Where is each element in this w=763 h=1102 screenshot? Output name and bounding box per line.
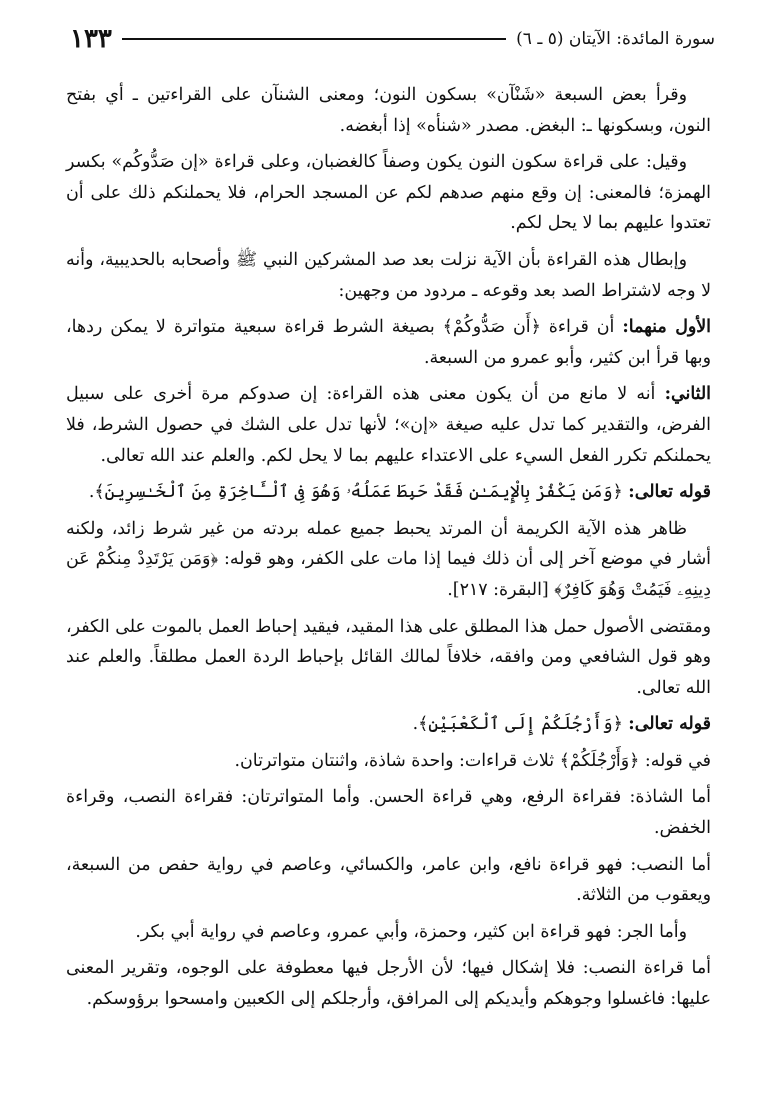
paragraph: أما النصب: فهو قراءة نافع، وابن عامر، والكسائي، وعاصم في رواية حفص من السبعة، ويعقوب من الثلاثة. <box>66 854 711 906</box>
verse-heading: قوله تعالى: ﴿وَأَرْجُلَكُمْ إِلَى ٱلْكَعْبَيْنِ﴾. <box>412 714 711 735</box>
paragraph: وقيل: على قراءة سكون النون يكون وصفاً كالغضبان، وعلى قراءة «إن صَدُّوكُم» بكسر الهمزة؛ فالمعنى: إن وقع منهم صدهم لكم عن المسجد الحرام، فلا يحملنكم ذلك على أن تعتدوا عليهم بما لا يحل لكم. <box>66 152 711 234</box>
paragraph: في قوله: ﴿وَأَرْجُلَكُمْ﴾ ثلاث قراءات: واحدة شاذة، واثنتان متواترتان. <box>234 750 711 771</box>
paragraph: وقرأ بعض السبعة «شَنْآن» بسكون النون؛ ومعنى الشنآن على القراءتين ـ أي بفتح النون، وبسكونها ـ: البغض. مصدر «شنأه» إذا أبغضه. <box>66 85 711 136</box>
verse-lead: قوله تعالى: <box>628 482 711 503</box>
paragraph-lead: الثاني: <box>664 384 711 405</box>
paragraph: أما الشاذة: فقراءة الرفع، وهي قراءة الحسن. وأما المتواترتان: فقراءة النصب، وقراءة الخفض. <box>66 787 711 839</box>
paragraph: ظاهر هذه الآية الكريمة أن المرتد يحبط جميع عمله بردته من غير شرط زائد، ولكنه أشار في موضع آخر إلى أن ذلك فيما إذا مات على الكفر، وهو قوله: ﴿وَمَن يَرْتَدِدْ مِنكُمْ عَن دِينِهِۦ فَيَمُتْ وَهُوَ كَافِرٌ﴾ [البقرة: ٢١٧]. <box>66 518 711 600</box>
verse-lead: قوله تعالى: <box>628 714 711 735</box>
page-header <box>70 22 715 56</box>
paragraph: وإبطال هذه القراءة بأن الآية نزلت بعد صد المشركين النبي ﷺ وأصحابه بالحديبية، وأنه لا وجه لاشتراط الصد بعد وقوعه ـ مردود من وجهين: <box>66 249 711 301</box>
page-body <box>66 80 711 1021</box>
paragraph: وأما الجر: فهو قراءة ابن كثير، وحمزة، وأبي عمرو، وعاصم في رواية أبي بكر. <box>135 921 687 942</box>
paragraph: الأول منهما: أن قراءة ﴿أَن صَدُّوكُمْ﴾ بصيغة الشرط قراءة سبعية متواترة لا يمكن ردها، وبها قرأ ابن كثير، وأبو عمرو من السبعة. <box>66 317 711 368</box>
verse-heading: قوله تعالى: ﴿وَمَن يَكْفُرْ بِالْإِيمَـٰنِ فَقَدْ حَبِطَ عَمَلُهُۥ وَهُوَ فِى ٱلْـَٔاخِرَةِ مِنَ ٱلْخَـٰسِرِينَ﴾. <box>88 482 711 503</box>
running-title: سورة المائدة: الآيتان (٥ ـ ٦) <box>516 29 715 49</box>
page-number: ١٣٣ <box>70 24 112 54</box>
paragraph: الثاني: أنه لا مانع من أن يكون معنى هذه القراءة: إن صدوكم مرة أخرى على سبيل الفرض، والتقدير كما تدل عليه صيغة «إن»؛ لأنها تدل على الشك في حصول الشرط، فلا يحملنكم تكرر الفعل السيء على الاعتداء عليهم بما لا يحل لكم. والعلم عند الله تعالى. <box>66 384 711 466</box>
paragraph: أما قراءة النصب: فلا إشكال فيها؛ لأن الأرجل فيها معطوفة على الوجوه، وتقرير المعنى عليها: فاغسلوا وجوهكم وأيديكم إلى المرافق، وأرجلكم إلى الكعبين وامسحوا برؤوسكم. <box>66 958 711 1010</box>
header-rule <box>122 38 506 40</box>
paragraph: ومقتضى الأصول حمل هذا المطلق على هذا المقيد، فيقيد إحباط العمل بالموت على الكفر، وهو قول الشافعي ومن وافقه، خلافاً لمالك القائل بإحباط الردة العمل مطلقاً. والعلم عند الله تعالى. <box>66 616 711 698</box>
paragraph-lead: الأول منهما: <box>622 317 711 338</box>
